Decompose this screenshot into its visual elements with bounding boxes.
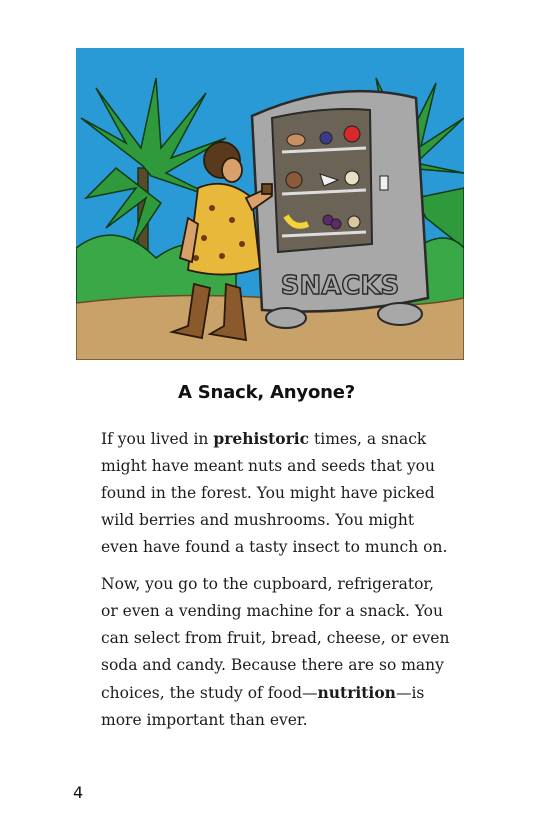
text-line: found in the forest. You might have picked: [101, 484, 435, 502]
text-line: might have meant nuts and seeds that you: [101, 457, 435, 475]
vocab-word-nutrition: nutrition: [317, 683, 396, 702]
page-number: 4: [73, 783, 84, 802]
machine-sign: SNACKS: [280, 271, 400, 301]
text-span: times, a snack: [309, 430, 427, 448]
coin-slot: [380, 176, 388, 190]
paragraph-prehistoric-snacks: [77, 425, 477, 561]
stone-vending-machine: [252, 91, 428, 328]
paragraph-modern-snacks: [77, 571, 477, 734]
text-line: or even a vending machine for a snack. You: [101, 602, 443, 620]
text-line: soda and candy. Because there are so many: [101, 656, 444, 674]
text-line: even have found a tasty insect to munch on.: [101, 538, 448, 556]
illustration-svg: [76, 48, 464, 360]
text-line: [77, 425, 477, 453]
text-span: If you lived in: [101, 430, 214, 448]
text-line: more important than ever.: [101, 711, 308, 729]
illustration-caveman-vending-machine: [76, 48, 464, 360]
text-span: —is: [395, 684, 425, 702]
section-heading: A Snack, Anyone?: [178, 382, 355, 403]
text-line: wild berries and mushrooms. You might: [101, 511, 415, 529]
vocab-word-prehistoric: prehistoric: [213, 429, 310, 448]
text-line: Now, you go to the cupboard, refrigerator,: [101, 575, 435, 593]
text-span: choices, the study of food—: [101, 684, 318, 702]
text-line: [77, 679, 477, 707]
text-line: can select from fruit, bread, cheese, or even: [101, 629, 450, 647]
apple: [344, 126, 360, 142]
